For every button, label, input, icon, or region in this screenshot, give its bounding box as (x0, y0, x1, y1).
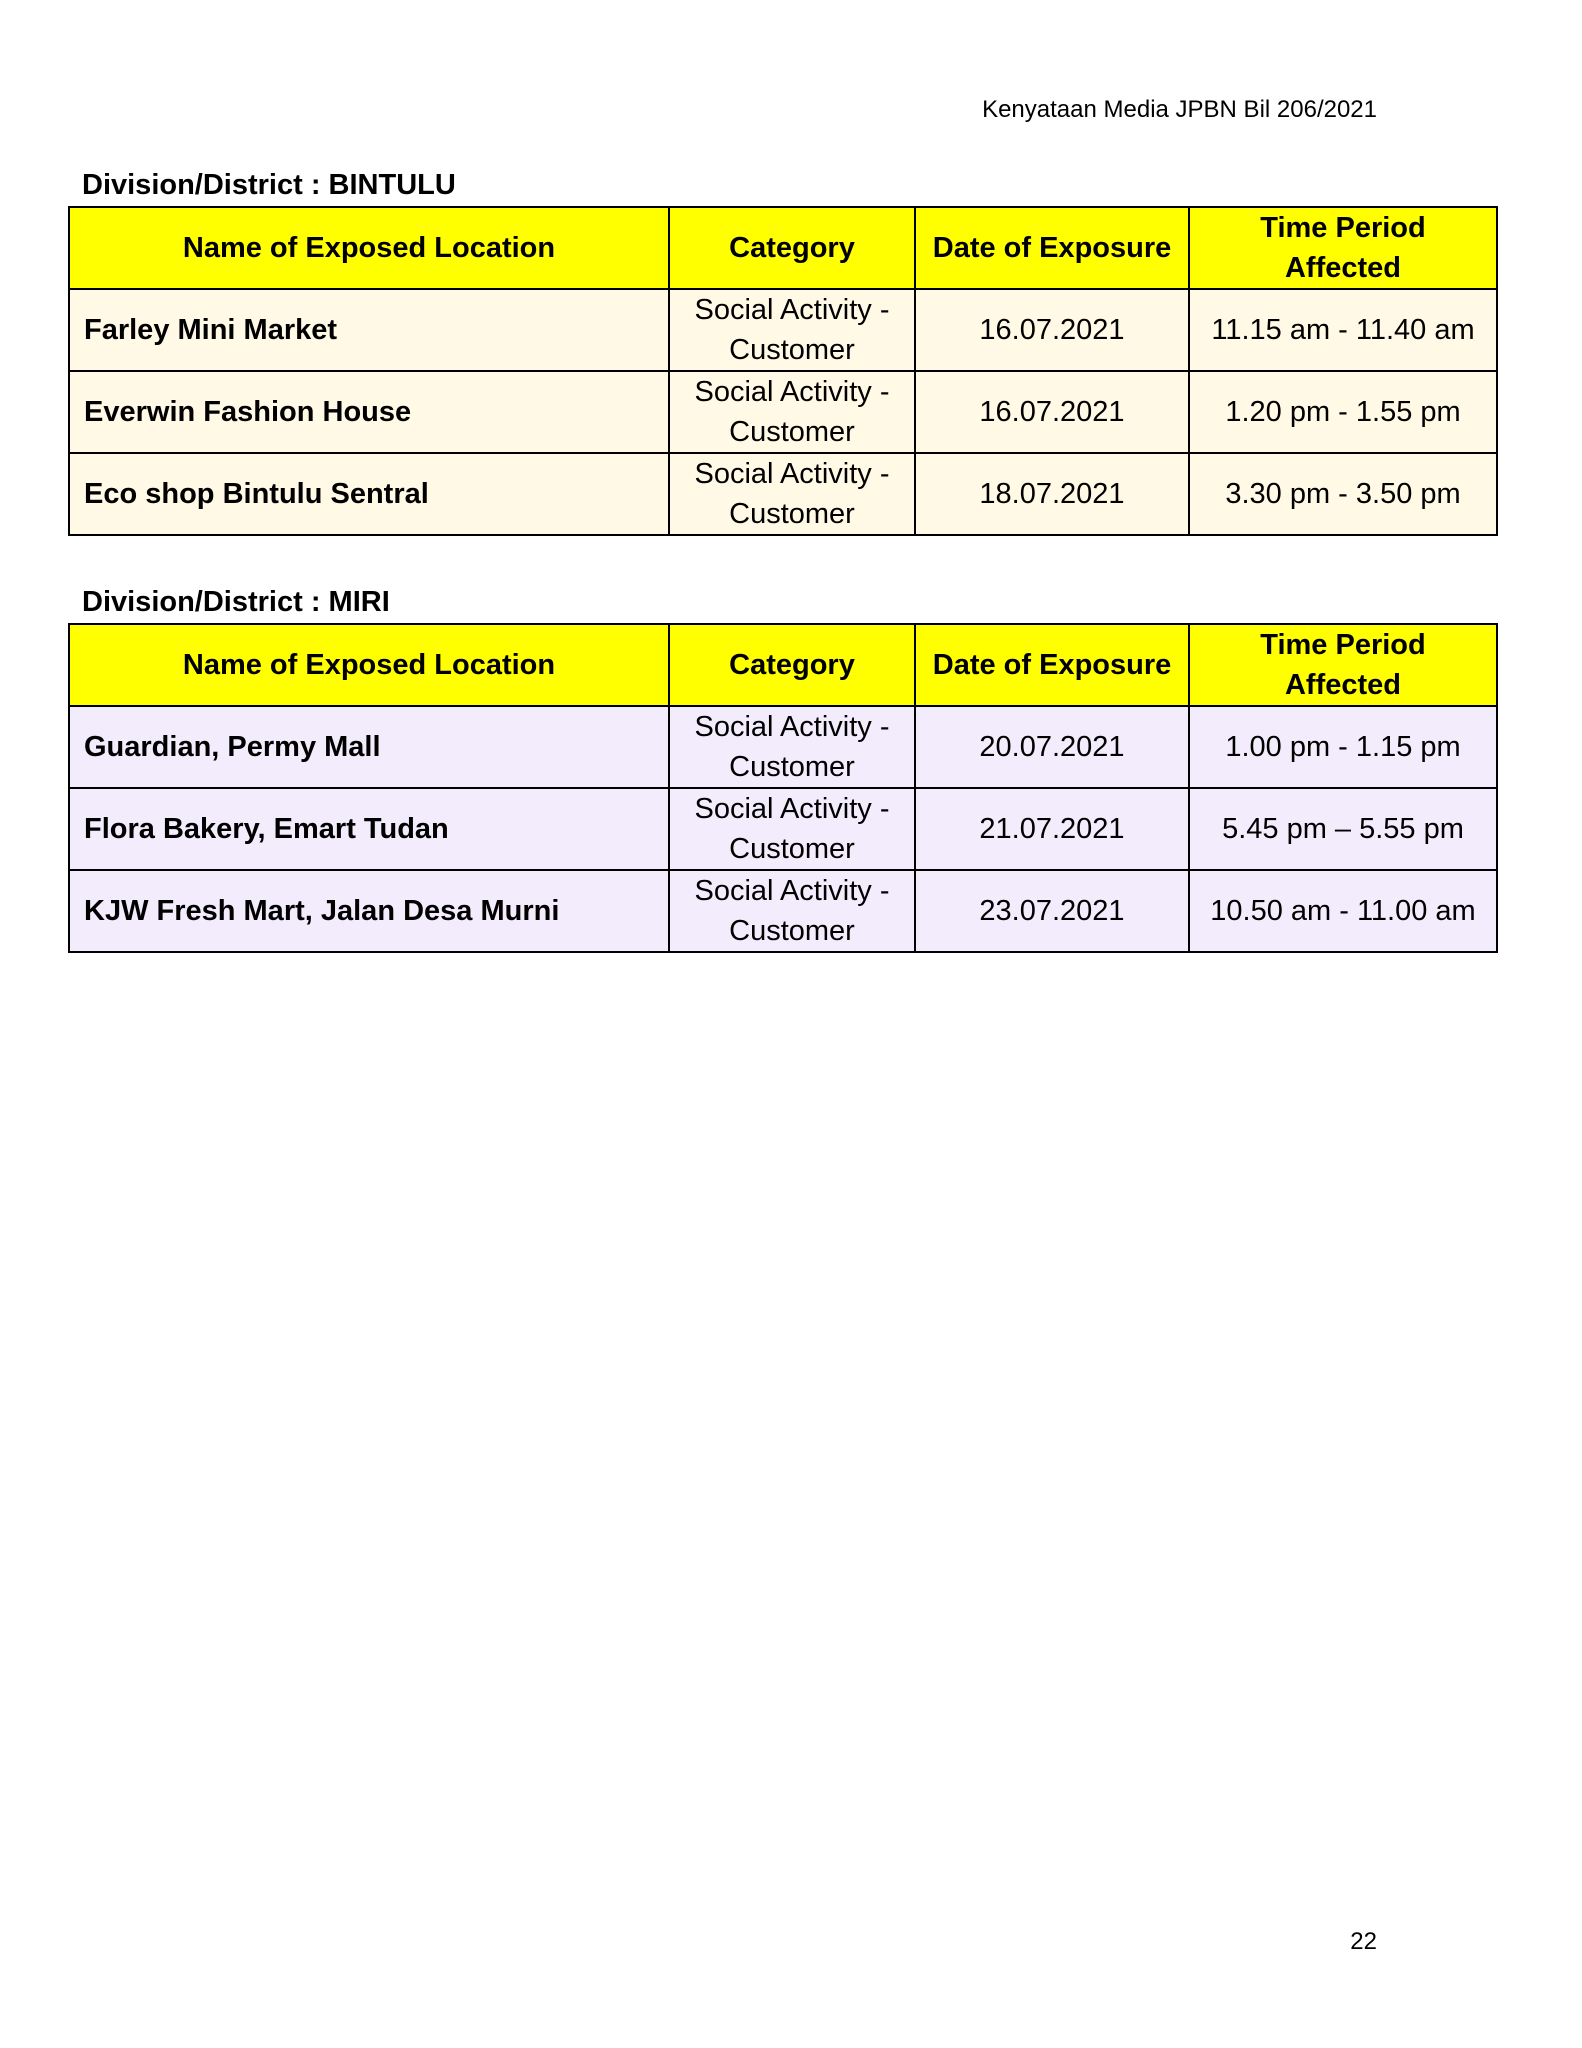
cell-date: 16.07.2021 (915, 289, 1189, 371)
cell-time: 1.00 pm - 1.15 pm (1189, 706, 1497, 788)
cell-category: Social Activity - Customer (669, 788, 915, 870)
cell-date: 18.07.2021 (915, 453, 1189, 535)
exposure-table-miri (68, 623, 1498, 953)
section-bintulu (68, 168, 1496, 536)
table-header-row (69, 207, 1497, 289)
cell-location: Eco shop Bintulu Sentral (69, 453, 669, 535)
table-row (69, 788, 1497, 870)
cell-date: 20.07.2021 (915, 706, 1189, 788)
cell-time: 1.20 pm - 1.55 pm (1189, 371, 1497, 453)
exposure-table-bintulu (68, 206, 1498, 536)
cell-category: Social Activity - Customer (669, 706, 915, 788)
cell-category: Social Activity - Customer (669, 289, 915, 371)
column-header-time: Time Period Affected (1189, 624, 1497, 706)
column-header-time: Time Period Affected (1189, 207, 1497, 289)
page-number: 22 (1350, 1928, 1377, 1955)
cell-category: Social Activity - Customer (669, 870, 915, 952)
section-title: Division/District : BINTULU (82, 169, 456, 201)
cell-date: 23.07.2021 (915, 870, 1189, 952)
cell-location: Guardian, Permy Mall (69, 706, 669, 788)
column-header-date: Date of Exposure (915, 624, 1189, 706)
table-header-row (69, 624, 1497, 706)
cell-location: Flora Bakery, Emart Tudan (69, 788, 669, 870)
table-row (69, 289, 1497, 371)
column-header-category: Category (669, 624, 915, 706)
document-reference: Kenyataan Media JPBN Bil 206/2021 (982, 96, 1377, 123)
cell-location: Farley Mini Market (69, 289, 669, 371)
cell-time: 10.50 am - 11.00 am (1189, 870, 1497, 952)
cell-category: Social Activity - Customer (669, 371, 915, 453)
cell-time: 3.30 pm - 3.50 pm (1189, 453, 1497, 535)
column-header-location: Name of Exposed Location (69, 207, 669, 289)
cell-time: 11.15 am - 11.40 am (1189, 289, 1497, 371)
cell-location: KJW Fresh Mart, Jalan Desa Murni (69, 870, 669, 952)
section-miri (68, 585, 1496, 953)
cell-time: 5.45 pm – 5.55 pm (1189, 788, 1497, 870)
column-header-date: Date of Exposure (915, 207, 1189, 289)
column-header-category: Category (669, 207, 915, 289)
cell-date: 21.07.2021 (915, 788, 1189, 870)
cell-category: Social Activity - Customer (669, 453, 915, 535)
table-row (69, 870, 1497, 952)
table-row (69, 453, 1497, 535)
table-row (69, 706, 1497, 788)
cell-date: 16.07.2021 (915, 371, 1189, 453)
section-title: Division/District : MIRI (82, 586, 390, 618)
cell-location: Everwin Fashion House (69, 371, 669, 453)
table-row (69, 371, 1497, 453)
column-header-location: Name of Exposed Location (69, 624, 669, 706)
